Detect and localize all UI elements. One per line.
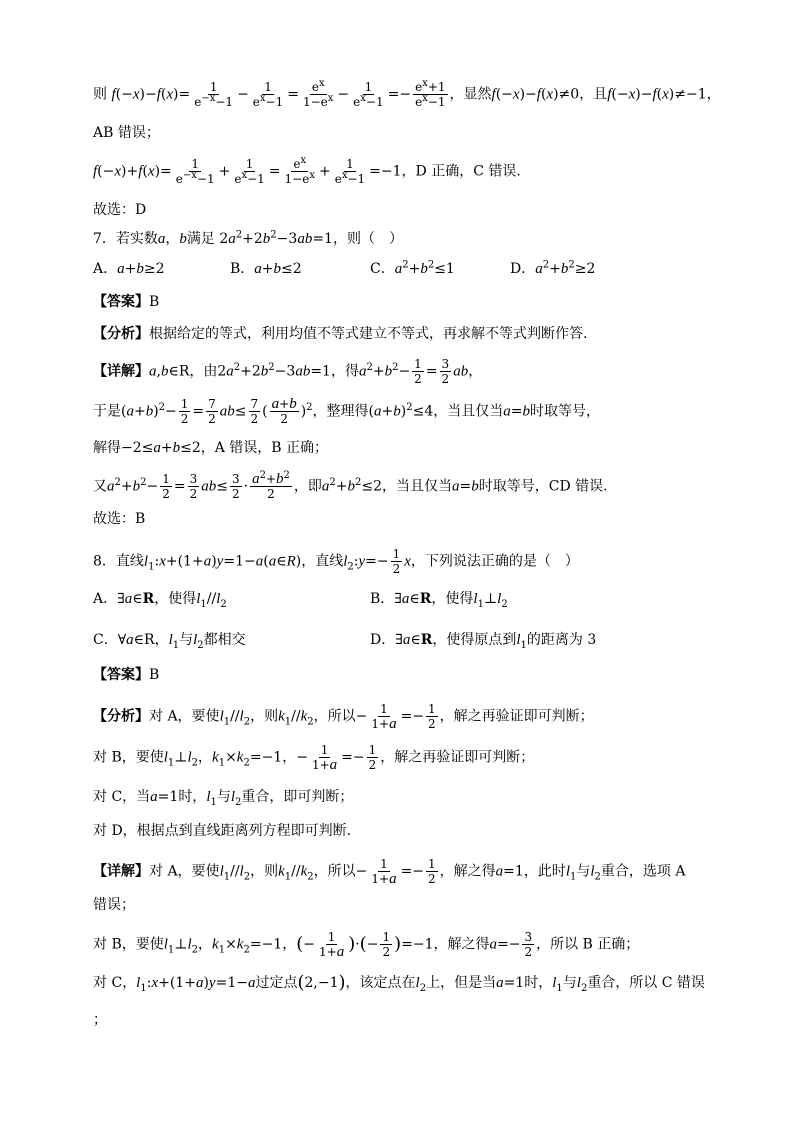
text-line: 故选：B [93, 511, 146, 527]
text-line: 错误； [93, 897, 135, 913]
analysis-8-b: 对 B，要使$l_1\perp l_2$，$k_1\times k_2=-1$，− $\frac{1}{1+a}$ =− $\frac{1}{2}$ ，解之再验证即可判断； [93, 743, 535, 773]
question-7-options [93, 258, 713, 280]
question-8-options-cd [93, 629, 713, 651]
option-a: A．∃a∈R，使得$l_1//l_2$ [93, 591, 227, 610]
text: 则 [93, 86, 107, 103]
option-c: C．$a^2+b^2\le 1$ [370, 259, 455, 277]
detail-7-line3: 解得−2≤a+b≤2，A 错误，B 正确； [93, 440, 329, 456]
question-7: 7．若实数a，b满足 $2a^2+2b^2-3ab=1$，则（ ） [93, 229, 403, 247]
answer-8: 【答案】B [93, 667, 160, 683]
detail-8-b: 对 B，要使$l_1\perp l_2$，$k_1\times k_2=-1$，(− $\frac{1}{1+a}$ )·(− $\frac{1}{2}$ )=−1，解之得a=− $\frac{3}{2}$ ，所以 B 正确； [93, 930, 640, 960]
answer-7: 【答案】B [93, 294, 160, 310]
text-line: AB 错误； [93, 125, 160, 141]
text: ，显然 [449, 86, 492, 103]
detail-7-line4: 又$a^2+b^2-$ $\frac{1}{2}$ = $\frac{3}{2}$ ab≤ $\frac{3}{2}$ · $\frac{a^2+b^2}{2}$ ，即$a^2+b^2\le 2$，当且仅当a=b时取等号，CD 错误. [93, 470, 608, 501]
analysis-8-a: 【分析】对 A，要使$l_1//l_2$，则$k_1//k_2$，所以− $\frac{1}{1+a}$ =− $\frac{1}{2}$ ，解之再验证即可判断； [93, 702, 594, 732]
question-8-options-ab [93, 588, 713, 610]
text-line: 则 f(−x)−f(x)= $\frac{1}{e^{-x}-1}$ − $\frac{1}{e^x-1}$ = $\frac{e^x}{1-e^x}$ − $\frac{1}{e^x-1}$ =− $\frac{e^x+1}{e^x-1}$ ，显然f(−x)−f(x)≠0，且f(−x)−f(x)≠−1， [93, 78, 721, 109]
option-b: B．a+b≤2 [230, 261, 302, 277]
text-line: ； [93, 1012, 107, 1028]
option-b: B．∃a∈R，使得$l_1\perp l_2$ [370, 591, 508, 610]
text-line: 故选：D [93, 202, 147, 218]
analysis-7: 【分析】根据给定的等式，利用均值不等式建立不等式，再求解不等式判断作答. [93, 326, 588, 342]
text: ，且 [579, 86, 608, 103]
detail-7-line2: 于是$(a+b)^2-$ $\frac{1}{2}$ = $\frac{7}{2}$ ab≤ $\frac{7}{2}$ ( $\frac{a+b}{2}$ )$^2$，整理得$(a+b)^2\le 4$，当且仅当a=b时取等号， [93, 396, 600, 426]
detail-8-c: 对 C，$l_1:x+(1+a)y=1-a$过定点(2,−1)，该定点在$l_2$上，但是当a=1时，$l_1$与$l_2$重合，所以 C 错误 [93, 972, 705, 994]
detail-7-line1: 【详解】a,b∈R，由$2a^2+2b^2-3ab=1$，得$a^2+b^2-$ $\frac{1}{2}$ = $\frac{3}{2}$ ab， [93, 357, 483, 386]
option-c: C．∀a∈R，$l_1$与$l_2$都相交 [93, 632, 246, 651]
analysis-8-c: 对 C，当a=1时，$l_1$与$l_2$重合，即可判断； [93, 789, 354, 808]
question-8: 8．直线$l_1:x+(1+a)y=1-a(a\in R)$，直线$l_2:y=-$ $\frac{1}{2}$ x，下列说法正确的是（ ） [93, 547, 579, 576]
option-a: A．a+b≥2 [93, 261, 165, 277]
detail-8-a: 【详解】对 A，要使$l_1//l_2$，则$k_1//k_2$，所以− $\frac{1}{1+a}$ =− $\frac{1}{2}$ ，解之得a=1，此时$l_1$与$l_2$重合，选项 A [93, 857, 686, 887]
text-line: f(−x)+f(x)= $\frac{1}{e^{-x}-1}$ + $\frac{1}{e^x-1}$ = $\frac{e^x}{1-e^x}$ + $\frac{1}{e^x-1}$ =−1，D 正确，C 错误. [93, 155, 521, 186]
text: ，D 正确，C 错误. [401, 163, 521, 180]
option-d: D．$a^2+b^2\ge 2$ [510, 259, 596, 277]
option-d: D．∃a∈R，使得原点到$l_1$的距离为 3 [370, 632, 597, 651]
analysis-8-d: 对 D，根据点到直线距离列方程即可判断. [93, 823, 352, 839]
